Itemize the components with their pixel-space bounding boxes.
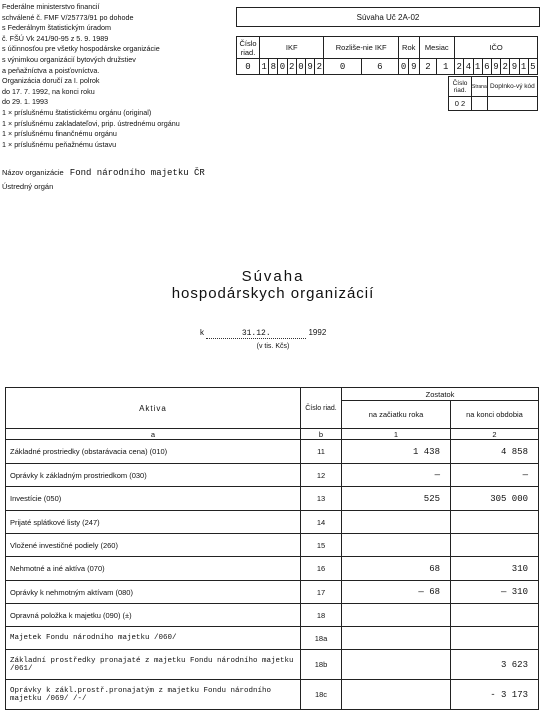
row-number: 18c [301, 680, 342, 710]
sub-hdr-cislo: Číslo riad. [449, 77, 472, 97]
sub-val-0: 0 [454, 99, 459, 108]
code-digit: 0 [296, 59, 305, 75]
row-number: 16 [301, 557, 342, 581]
col-zaciatok: na začiatku roka [342, 401, 451, 429]
col-koniec: na konci obdobia [451, 401, 539, 429]
form-id-box [236, 7, 540, 27]
header-line: 1 × príslušnému finančnému orgánu [2, 129, 117, 139]
row-end-value [451, 604, 539, 627]
sub-label-2: 2 [451, 429, 539, 440]
row-end-value [451, 511, 539, 534]
row-end-value: — 310 [451, 581, 539, 604]
row-end-value: 4 858 [451, 440, 539, 464]
table-row [6, 487, 539, 511]
code-digit: 0 [324, 59, 361, 75]
code-digit: 2 [287, 59, 296, 75]
row-start-value [342, 680, 451, 710]
row-start-value: — 68 [342, 581, 451, 604]
org-name-value: Fond národního majetku ČR [69, 168, 205, 178]
header-line: s Federálnym štatistickým úradom [2, 23, 112, 33]
table-row [6, 464, 539, 487]
sub-val-strana [472, 97, 488, 111]
header-line: 1 × príslušnému peňažnému ústavu [2, 139, 117, 149]
row-number: 14 [301, 511, 342, 534]
row-label: Základní prostředky pronajaté z majetku Fondu národního majetku /061/ [6, 650, 301, 680]
header-line: Federálne ministerstvo financií [2, 2, 100, 11]
row-end-value: — [451, 464, 539, 487]
code-digit: 2 [501, 59, 510, 75]
row-label: Majetek Fondu národního majetku /060/ [6, 627, 301, 650]
unit-label: (v tis. Kčs) [256, 343, 290, 350]
code-digit: 9 [510, 59, 519, 75]
row-number: 18b [301, 650, 342, 680]
hdr-rok: Rok [398, 37, 419, 59]
code-grid [236, 36, 538, 75]
code-digit: 0 [237, 59, 260, 75]
table-row [6, 627, 539, 650]
code-digit: 0 [278, 59, 287, 75]
row-start-value: 1 438 [342, 440, 451, 464]
sub-hdr-strana: Strana [472, 77, 488, 97]
row-number: 11 [301, 440, 342, 464]
date-line [200, 328, 326, 339]
table-row [6, 557, 539, 581]
sub-grid [448, 76, 538, 111]
code-digit: 2 [455, 59, 464, 75]
table-row [6, 511, 539, 534]
code-digit: 9 [491, 59, 500, 75]
balance-table [5, 387, 539, 710]
row-label: Vložené investičné podiely (260) [6, 534, 301, 557]
digit-row [237, 59, 538, 75]
hdr-cislo: Číslo riad. [237, 37, 260, 59]
table-row [6, 604, 539, 627]
row-number: 12 [301, 464, 342, 487]
row-label: Opravná položka k majetku (090) (±) [6, 604, 301, 627]
code-digit: 2 [315, 59, 324, 75]
row-number: 13 [301, 487, 342, 511]
code-digit: 6 [361, 59, 398, 75]
central-org-label: Ústredný orgán [2, 182, 54, 191]
table-row [6, 440, 539, 464]
sub-hdr-doplnkovy: Doplnko-vý kód [487, 77, 537, 97]
date-value: 31.12. [206, 329, 306, 339]
table-row [6, 534, 539, 557]
row-start-value [342, 627, 451, 650]
header-line: do 29. 1. 1993 [2, 97, 48, 107]
row-label: Oprávky k základným prostriedkom (030) [6, 464, 301, 487]
org-name-label: Názov organizácie [2, 168, 64, 177]
row-end-value: 305 000 [451, 487, 539, 511]
hdr-ikf: IKF [260, 37, 324, 59]
code-digit: 1 [437, 59, 455, 75]
org-name-row [2, 168, 205, 178]
row-start-value [342, 534, 451, 557]
row-number: 18a [301, 627, 342, 650]
row-number: 18 [301, 604, 342, 627]
code-digit: 5 [528, 59, 537, 75]
col-zostatok: Zostatok [342, 388, 539, 401]
row-number: 15 [301, 534, 342, 557]
row-start-value [342, 511, 451, 534]
row-end-value: - 3 173 [451, 680, 539, 710]
row-start-value [342, 650, 451, 680]
row-label: Investície (050) [6, 487, 301, 511]
header-line: č. FŠÚ Vk 241/90-95 z 5. 9. 1989 [2, 33, 109, 43]
header-line: 1 × príslušnému zakladateľovi, prip. ústrednému orgánu [2, 118, 180, 128]
balance-rows [6, 440, 539, 710]
row-end-value: 3 623 [451, 650, 539, 680]
header-line: schválené č. FMF V/25773/91 po dohode [2, 12, 134, 22]
header-line: do 17. 7. 1992, na konci roku [2, 86, 95, 96]
header-line: s účinnosťou pre všetky hospodárske organizácie [2, 44, 160, 54]
date-prefix: k [200, 328, 204, 337]
hdr-rozlisenie: Rozliše-nie IKF [324, 37, 399, 59]
table-row [6, 581, 539, 604]
row-start-value: 68 [342, 557, 451, 581]
title-suvaha: Súvaha [241, 268, 305, 285]
row-label: Oprávky k nehmotným aktívam (080) [6, 581, 301, 604]
sub-val-1: 2 [461, 99, 466, 108]
code-digit: 9 [409, 59, 419, 75]
title-subtitle: hospodárskych organizácií [171, 285, 375, 302]
sub-label-b: b [301, 429, 342, 440]
hdr-mesiac: Mesiac [419, 37, 455, 59]
date-year: 1992 [308, 328, 327, 337]
form-id: Súvaha Uč 2A-02 [356, 12, 420, 22]
sub-label-a: a [6, 429, 301, 440]
sub-val-cislo [449, 97, 472, 111]
row-end-value [451, 627, 539, 650]
header-line: a peňažníctva a poisťovníctva. [2, 65, 100, 75]
row-end-value: 310 [451, 557, 539, 581]
row-label: Oprávky k zákl.prostř.pronajatým z majetku Fondu národního majetku /069/ /-/ [6, 680, 301, 710]
col-cislo: Číslo riad. [301, 388, 342, 429]
code-digit: 8 [269, 59, 278, 75]
table-row [6, 680, 539, 710]
code-digit: 6 [482, 59, 491, 75]
hdr-ico: IČO [455, 37, 538, 59]
code-digit: 1 [473, 59, 482, 75]
sub-label-1: 1 [342, 429, 451, 440]
header-line: Organizácia doručí za I. polrok [2, 76, 100, 86]
row-start-value: 525 [342, 487, 451, 511]
row-number: 17 [301, 581, 342, 604]
header-left-lines [2, 2, 180, 150]
code-digit: 1 [519, 59, 528, 75]
header-line: s výnimkou organizácií bytových družstiev [2, 54, 136, 64]
code-digit: 0 [398, 59, 408, 75]
table-row [6, 650, 539, 680]
code-digit: 1 [260, 59, 269, 75]
row-label: Základné prostriedky (obstarávacia cena) (010) [6, 440, 301, 464]
sub-val-doplnkovy [487, 97, 537, 111]
row-label: Nehmotné a iné aktíva (070) [6, 557, 301, 581]
code-digit: 4 [464, 59, 473, 75]
col-aktiva: Aktiva [6, 388, 301, 429]
row-label: Prijaté splátkové listy (247) [6, 511, 301, 534]
row-end-value [451, 534, 539, 557]
code-digit: 2 [419, 59, 437, 75]
code-digit: 9 [306, 59, 315, 75]
row-start-value [342, 604, 451, 627]
row-start-value: — [342, 464, 451, 487]
header-line: 1 × príslušnému štatistickému orgánu (original) [2, 107, 152, 117]
